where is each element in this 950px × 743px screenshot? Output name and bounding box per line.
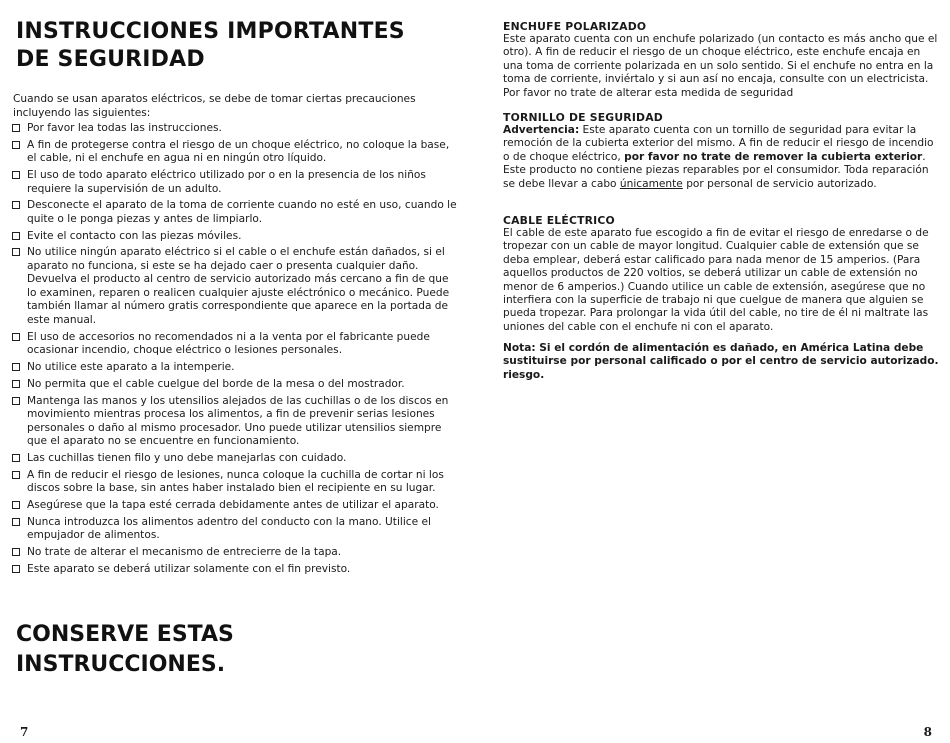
conserve-heading: CONSERVE ESTAS INSTRUCCIONES. [16, 622, 234, 677]
safety-item [12, 122, 457, 136]
checkbox-bullet-icon [12, 141, 20, 149]
page-number-left: 7 [20, 725, 29, 739]
checkbox-bullet-icon [12, 565, 20, 573]
checkbox-bullet-icon [12, 380, 20, 388]
safety-item-text: El uso de accesorios no recomendados ni a la venta por el fabricante puede ocasionar incendio, choque eléctrico o lesiones personales. [27, 330, 430, 357]
nota-text: Nota: Si el cordón de alimentación es dañado, en América Latina debe sustituirse por personal calificado o por el centro de servicio autorizado. riesgo. [503, 342, 939, 381]
safety-item-text: No permita que el cable cuelgue del borde de la mesa o del mostrador. [27, 377, 405, 390]
safety-list [12, 122, 457, 580]
checkbox-bullet-icon [12, 124, 20, 132]
safety-item-text: No trate de alterar el mecanismo de entrecierre de la tapa. [27, 546, 342, 559]
safety-item [12, 246, 457, 327]
safety-item-text: Asegúrese que la tapa esté cerrada debidamente antes de utilizar el aparato. [27, 499, 439, 512]
safety-item [12, 516, 457, 543]
safety-item-text: Las cuchillas tienen filo y uno debe manejarlas con cuidado. [27, 451, 347, 464]
tornillo-text-b: . Este producto no contiene piezas reparables por el consumidor. Toda reparación se debe llevar a cabo [503, 150, 929, 190]
unicamente-underlined: únicamente [619, 177, 683, 190]
page-number-right: 8 [923, 725, 932, 739]
intro-text: Cuando se usan aparatos eléctricos, se debe de tomar ciertas precauciones incluyendo las siguientes: [13, 93, 416, 119]
checkbox-bullet-icon [12, 363, 20, 371]
section-enchufe-polarizado [503, 20, 939, 100]
tornillo-text [503, 124, 939, 191]
enchufe-text: Este aparato cuenta con un enchufe polarizado (un contacto es más ancho que el otro). A fin de reducir el riesgo de un choque eléctrico, este enchufe encaja en una toma de corriente polarizada en un solo sentido. Si el enchufe no entra en la toma de corriente, inviértalo y si aun así no encaja, consulte con un electricista. Por favor no trate de alterar esta medida de seguridad [503, 33, 938, 99]
enchufe-heading: ENCHUFE POLARIZADO [503, 20, 647, 33]
checkbox-bullet-icon [12, 333, 20, 341]
safety-item [12, 169, 457, 196]
safety-item-text: No utilice ningún aparato eléctrico si el cable o el enchufe están dañados, si el aparato no funciona, si este se ha dejado caer o presenta cualquier daño. Devuelva el producto al centro de servicio autorizado más cercano a fin de que lo examinen, reparen o realicen cualquier ajuste eléctrónico o mecánico. Puede también llamar al número gratis correspondiente que aparece en la portada de este manual. [27, 246, 450, 326]
safety-item-text: Por favor lea todas las instrucciones. [27, 122, 222, 134]
checkbox-bullet-icon [12, 201, 20, 209]
section-cable-electrico [503, 214, 939, 334]
tornillo-heading: TORNILLO DE SEGURIDAD [503, 111, 663, 124]
checkbox-bullet-icon [12, 471, 20, 479]
safety-item [12, 452, 457, 466]
tornillo-text-a: Este aparato cuenta con un tornillo de seguridad para evitar la remoción de la cubierta exterior del mismo. A fin de reducir el riesgo de incendio o de choque eléctrico, [503, 124, 934, 163]
cable-text: El cable de este aparato fue escogido a fin de evitar el riesgo de enredarse o de tropezar con un cable de mayor longitud. Cualquier cable de extensión que se deba emplear, deberá estar calificado para nada menor de 15 amperios. (Para aquellos productos de 220 voltios, se deberá utilizar un cable de extensión no menor de 6 amperios.) Cuando utilice un cable de extensión, asegúrese que no interfiera con la superficie de trabajo ni que cuelgue de manera que alguien se pueda tropezar. Para prolongar la vida útil del cable, no tire de él ni maltrate las uniones del cable con el enchufe ni con el aparato. [503, 227, 929, 333]
safety-item [12, 139, 457, 166]
safety-item-text: Este aparato se deberá utilizar solamente con el fin previsto. [27, 562, 351, 575]
safety-item-text: A fin de reducir el riesgo de lesiones, nunca coloque la cuchilla de cortar ni los discos sobre la base, sin antes haber instalado bien el recipiente en su lugar. [27, 468, 444, 495]
safety-item-text: Desconecte el aparato de la toma de corriente cuando no esté en uso, cuando le quite o le ponga piezas y antes de limpiarlo. [27, 199, 457, 225]
cable-heading: CABLE ELÉCTRICO [503, 214, 615, 227]
checkbox-bullet-icon [12, 397, 20, 405]
safety-item [12, 546, 457, 560]
safety-item-text: Evite el contacto con las piezas móviles. [27, 229, 242, 242]
safety-item [12, 469, 457, 496]
safety-item [12, 563, 457, 577]
checkbox-bullet-icon [12, 171, 20, 179]
checkbox-bullet-icon [12, 501, 20, 509]
checkbox-bullet-icon [12, 232, 20, 240]
section-tornillo-seguridad [503, 111, 939, 191]
safety-item [12, 361, 457, 375]
safety-item-text: Mantenga las manos y los utensilios alejados de las cuchillas o de los discos en movimiento mientras procesa los alimentos, a fin de prevenir serias lesiones personales o daño al mismo procesador. Uno puede utilizar utensilios siempre que el aparato no se encuentre en funcionamiento. [27, 394, 449, 448]
advertencia-label: Advertencia: [503, 124, 580, 136]
safety-item [12, 378, 457, 392]
safety-item [12, 230, 457, 244]
safety-item [12, 499, 457, 513]
checkbox-bullet-icon [12, 518, 20, 526]
safety-item [12, 395, 457, 449]
safety-item-text: El uso de todo aparato eléctrico utilizado por o en la presencia de los niños requiere la supervisión de un adulto. [27, 169, 426, 195]
safety-item [12, 199, 457, 226]
checkbox-bullet-icon [12, 548, 20, 556]
safety-item-text: A fin de protegerse contra el riesgo de un choque eléctrico, no coloque la base, el cable, ni el enchufe en agua ni en ningún otro líquido. [27, 138, 450, 165]
safety-item-text: Nunca introduzca los alimentos adentro del conducto con la mano. Utilice el empujador de alimentos. [27, 515, 431, 542]
checkbox-bullet-icon [12, 454, 20, 462]
checkbox-bullet-icon [12, 248, 20, 256]
page-title: INSTRUCCIONES IMPORTANTES DE SEGURIDAD [16, 19, 405, 72]
tornillo-bold: por favor no trate de remover la cubierta exterior [624, 150, 923, 163]
tornillo-text-c: por personal de servicio autorizado. [682, 177, 877, 190]
safety-item [12, 331, 457, 358]
right-page [475, 0, 950, 743]
safety-item-text: No utilice este aparato a la intemperie. [27, 361, 235, 374]
